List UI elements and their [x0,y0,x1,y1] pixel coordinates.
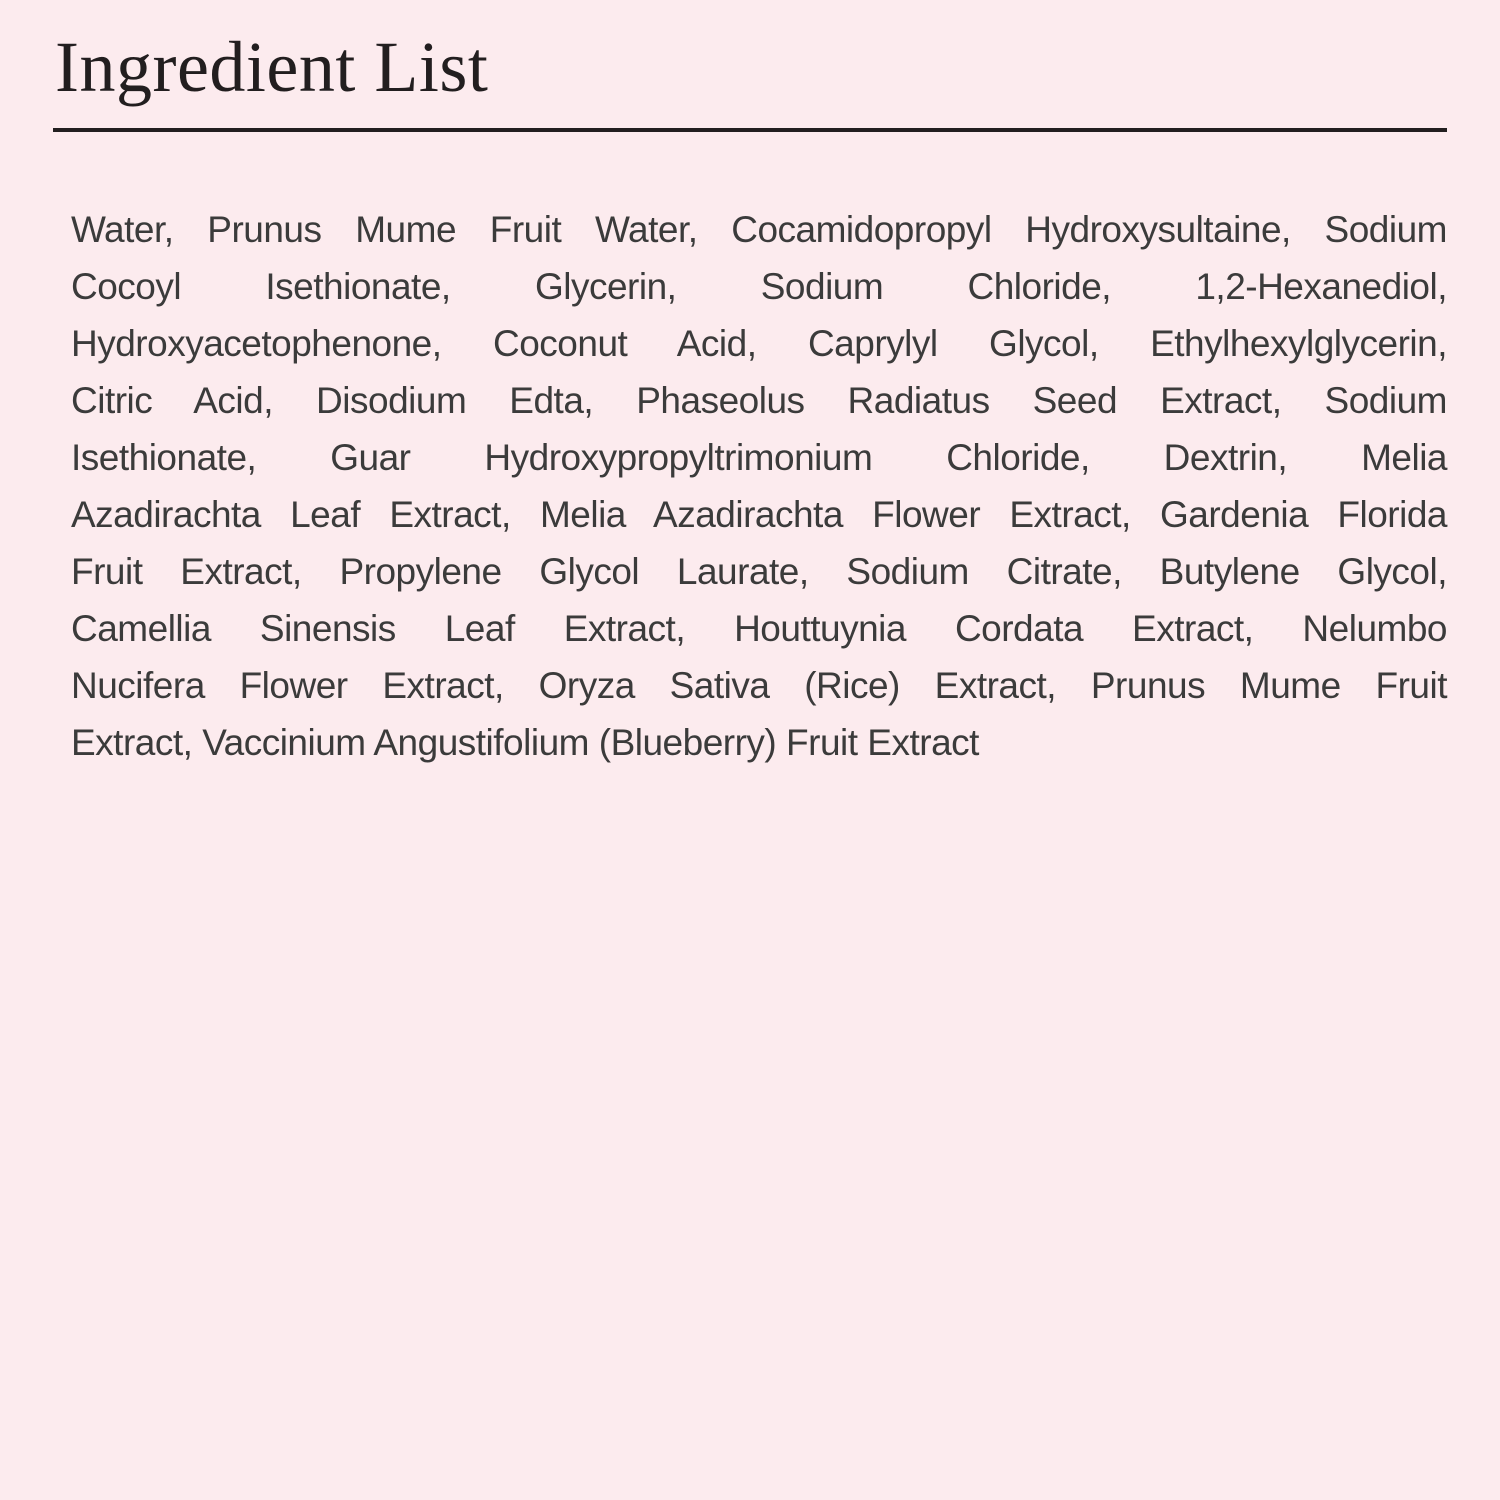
ingredient-line: Isethionate, Guar Hydroxypropyltrimonium Chloride, Dextrin, Melia [71,436,1447,478]
ingredient-line: Azadirachta Leaf Extract, Melia Azadirachta Flower Extract, Gardenia Florida [71,493,1447,535]
ingredient-line: Citric Acid, Disodium Edta, Phaseolus Radiatus Seed Extract, Sodium [71,379,1447,421]
ingredient-line: Fruit Extract, Propylene Glycol Laurate, Sodium Citrate, Butylene Glycol, [71,550,1447,592]
ingredient-line: Water, Prunus Mume Fruit Water, Cocamidopropyl Hydroxysultaine, Sodium [71,208,1447,250]
ingredient-line: Extract, Vaccinium Angustifolium (Blueberry) Fruit Extract [71,721,979,763]
ingredient-line: Hydroxyacetophenone, Coconut Acid, Caprylyl Glycol, Ethylhexylglycerin, [71,322,1447,364]
ingredient-line: Nucifera Flower Extract, Oryza Sativa (Rice) Extract, Prunus Mume Fruit [71,664,1447,706]
ingredient-list-text [71,201,1447,771]
ingredient-list-page [0,26,1500,1500]
title-divider [53,128,1447,132]
ingredient-line: Camellia Sinensis Leaf Extract, Houttuynia Cordata Extract, Nelumbo [71,607,1447,649]
page-title: Ingredient List [55,27,489,107]
ingredient-line: Cocoyl Isethionate, Glycerin, Sodium Chloride, 1,2-Hexanediol, [71,265,1447,307]
